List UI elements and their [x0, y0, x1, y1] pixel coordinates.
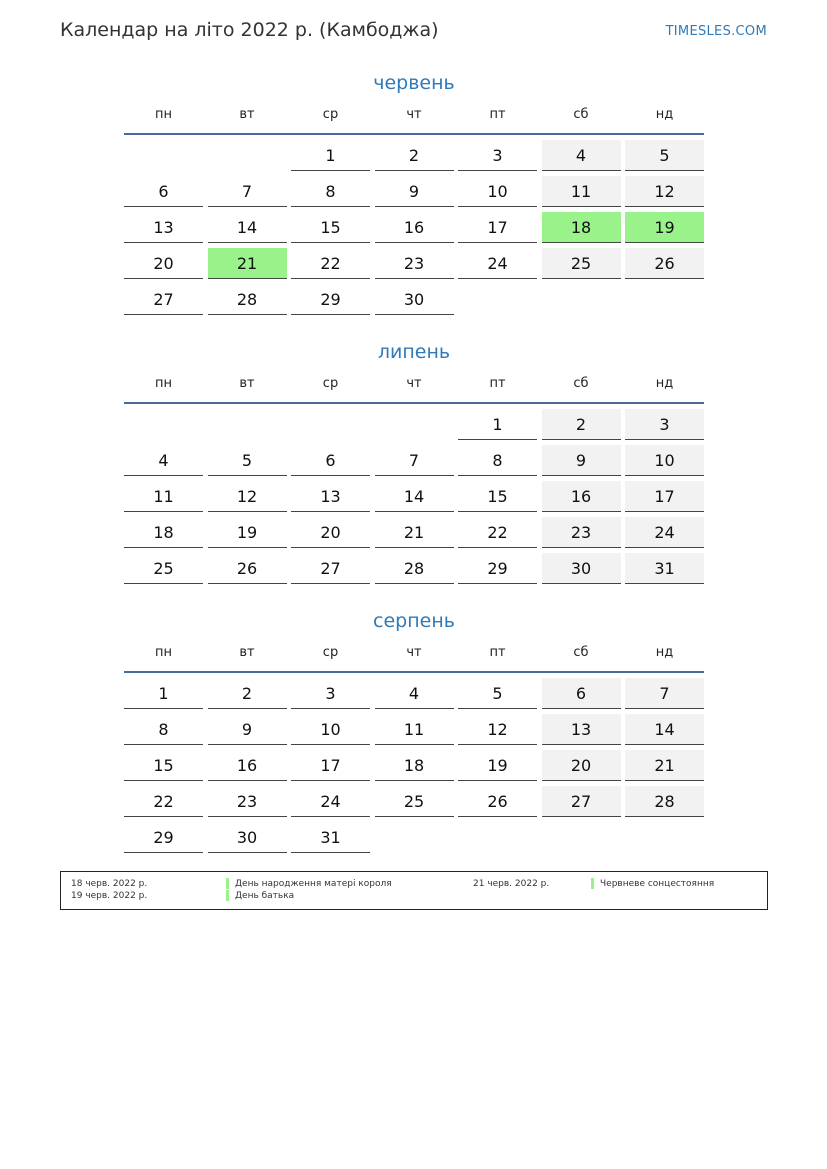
day-cell: 29 [291, 284, 370, 315]
weekday-label: ср [322, 107, 339, 122]
week-row [124, 822, 704, 858]
day-cell: 12 [208, 481, 287, 512]
empty-day-cell [208, 140, 287, 170]
day-cell: 22 [124, 786, 203, 817]
day-cell: 6 [542, 678, 621, 709]
week-row [124, 517, 704, 553]
day-cell: 26 [625, 248, 704, 279]
weekday-label: нд [655, 376, 674, 391]
day-cell: 26 [458, 786, 537, 817]
day-cell: 16 [208, 750, 287, 781]
empty-day-cell [625, 284, 704, 314]
legend-row-1 [71, 878, 471, 890]
day-cell: 30 [375, 284, 454, 315]
day-cell: 27 [542, 786, 621, 817]
day-cell: 25 [375, 786, 454, 817]
weekday-label: нд [655, 107, 674, 122]
empty-day-cell [375, 409, 454, 439]
weekday-label: вт [239, 376, 255, 391]
week-row [124, 481, 704, 517]
day-cell: 13 [542, 714, 621, 745]
day-cell: 29 [124, 822, 203, 853]
empty-day-cell [458, 822, 537, 852]
legend-date: 21 черв. 2022 р. [473, 879, 550, 889]
week-row [124, 176, 704, 212]
day-cell: 10 [291, 714, 370, 745]
empty-day-cell [458, 284, 537, 314]
week-row [124, 445, 704, 481]
day-cell: 17 [291, 750, 370, 781]
day-cell: 17 [625, 481, 704, 512]
weekday-label: пн [155, 107, 172, 122]
day-cell: 6 [291, 445, 370, 476]
day-cell: 16 [375, 212, 454, 243]
day-cell: 11 [542, 176, 621, 207]
day-cell: 24 [625, 517, 704, 548]
legend-holiday-name: Червневе сонцестояння [600, 879, 715, 889]
day-cell: 9 [542, 445, 621, 476]
week-row [124, 212, 704, 248]
weekday-label: пт [489, 107, 506, 122]
day-cell: 19 [458, 750, 537, 781]
week-row [124, 714, 704, 750]
weekday-header [124, 103, 704, 135]
day-cell: 7 [375, 445, 454, 476]
day-grid [124, 409, 704, 589]
month-calendar [124, 69, 704, 320]
day-cell: 20 [291, 517, 370, 548]
day-cell: 24 [291, 786, 370, 817]
weekday-label: вт [239, 107, 255, 122]
day-cell: 13 [291, 481, 370, 512]
day-cell: 5 [208, 445, 287, 476]
week-row [124, 553, 704, 589]
day-cell: 19 [208, 517, 287, 548]
day-cell: 29 [458, 553, 537, 584]
day-cell: 23 [542, 517, 621, 548]
day-cell: 16 [542, 481, 621, 512]
weekday-header [124, 372, 704, 404]
month-title: липень [377, 341, 451, 363]
weekday-label: сб [573, 376, 589, 391]
day-cell: 5 [625, 140, 704, 171]
weekday-label: сб [573, 107, 589, 122]
day-cell: 21 [208, 248, 287, 279]
day-cell: 23 [208, 786, 287, 817]
day-cell: 1 [291, 140, 370, 171]
day-cell: 22 [458, 517, 537, 548]
day-cell: 11 [124, 481, 203, 512]
day-cell: 12 [458, 714, 537, 745]
week-row [124, 140, 704, 176]
weekday-label: пн [155, 376, 172, 391]
day-cell: 23 [375, 248, 454, 279]
day-cell: 20 [542, 750, 621, 781]
day-cell: 2 [375, 140, 454, 171]
week-row [124, 284, 704, 320]
day-cell: 25 [124, 553, 203, 584]
day-cell: 25 [542, 248, 621, 279]
empty-day-cell [375, 822, 454, 852]
empty-day-cell [208, 409, 287, 439]
empty-day-cell [124, 140, 203, 170]
day-cell: 1 [458, 409, 537, 440]
weekday-label: пт [489, 376, 506, 391]
day-cell: 12 [625, 176, 704, 207]
day-cell: 8 [124, 714, 203, 745]
day-cell: 22 [291, 248, 370, 279]
week-row [124, 750, 704, 786]
day-cell: 18 [375, 750, 454, 781]
day-cell: 7 [208, 176, 287, 207]
day-cell: 14 [375, 481, 454, 512]
day-cell: 21 [375, 517, 454, 548]
day-cell: 5 [458, 678, 537, 709]
empty-day-cell [291, 409, 370, 439]
legend-holiday-name: День народження матері короля [235, 879, 392, 889]
day-cell: 2 [208, 678, 287, 709]
weekday-label: вт [239, 645, 255, 660]
week-row [124, 678, 704, 714]
month-title: червень [373, 72, 455, 94]
month-calendar [124, 338, 704, 589]
page-title: Календар на літо 2022 р. (Камбоджа) [60, 19, 439, 41]
legend-row-3 [473, 878, 763, 890]
legend-date: 18 черв. 2022 р. [71, 879, 148, 889]
day-cell: 15 [124, 750, 203, 781]
month-title: серпень [373, 610, 455, 632]
weekday-label: ср [322, 645, 339, 660]
day-cell: 18 [542, 212, 621, 243]
day-cell: 9 [208, 714, 287, 745]
day-cell: 10 [458, 176, 537, 207]
day-cell: 8 [291, 176, 370, 207]
day-cell: 31 [625, 553, 704, 584]
empty-day-cell [542, 822, 621, 852]
day-cell: 27 [124, 284, 203, 315]
month-calendar [124, 607, 704, 858]
day-cell: 30 [542, 553, 621, 584]
legend-row-2 [71, 890, 471, 902]
day-cell: 28 [375, 553, 454, 584]
weekday-label: чт [406, 376, 422, 391]
day-cell: 13 [124, 212, 203, 243]
day-cell: 9 [375, 176, 454, 207]
day-cell: 14 [208, 212, 287, 243]
empty-day-cell [542, 284, 621, 314]
holiday-legend [60, 871, 768, 910]
day-cell: 15 [458, 481, 537, 512]
day-cell: 8 [458, 445, 537, 476]
day-cell: 7 [625, 678, 704, 709]
day-cell: 31 [291, 822, 370, 853]
weekday-label: чт [406, 645, 422, 660]
day-cell: 6 [124, 176, 203, 207]
day-cell: 11 [375, 714, 454, 745]
weekday-label: пн [155, 645, 172, 660]
week-row [124, 248, 704, 284]
weekday-label: чт [406, 107, 422, 122]
day-cell: 30 [208, 822, 287, 853]
week-row [124, 409, 704, 445]
day-cell: 17 [458, 212, 537, 243]
site-link[interactable]: TIMESLES.COM [665, 24, 767, 39]
day-cell: 20 [124, 248, 203, 279]
day-cell: 26 [208, 553, 287, 584]
day-cell: 10 [625, 445, 704, 476]
day-cell: 18 [124, 517, 203, 548]
empty-day-cell [124, 409, 203, 439]
weekday-header [124, 641, 704, 673]
day-cell: 21 [625, 750, 704, 781]
day-cell: 27 [291, 553, 370, 584]
day-grid [124, 678, 704, 858]
day-cell: 4 [542, 140, 621, 171]
day-cell: 19 [625, 212, 704, 243]
day-cell: 24 [458, 248, 537, 279]
day-cell: 14 [625, 714, 704, 745]
day-cell: 28 [625, 786, 704, 817]
day-grid [124, 140, 704, 320]
week-row [124, 786, 704, 822]
weekday-label: нд [655, 645, 674, 660]
empty-day-cell [625, 822, 704, 852]
weekday-label: ср [322, 376, 339, 391]
legend-holiday-name: День батька [235, 891, 295, 901]
weekday-label: сб [573, 645, 589, 660]
day-cell: 3 [458, 140, 537, 171]
legend-date: 19 черв. 2022 р. [71, 891, 148, 901]
day-cell: 1 [124, 678, 203, 709]
weekday-label: пт [489, 645, 506, 660]
day-cell: 4 [124, 445, 203, 476]
day-cell: 15 [291, 212, 370, 243]
day-cell: 28 [208, 284, 287, 315]
day-cell: 2 [542, 409, 621, 440]
day-cell: 4 [375, 678, 454, 709]
day-cell: 3 [625, 409, 704, 440]
day-cell: 3 [291, 678, 370, 709]
